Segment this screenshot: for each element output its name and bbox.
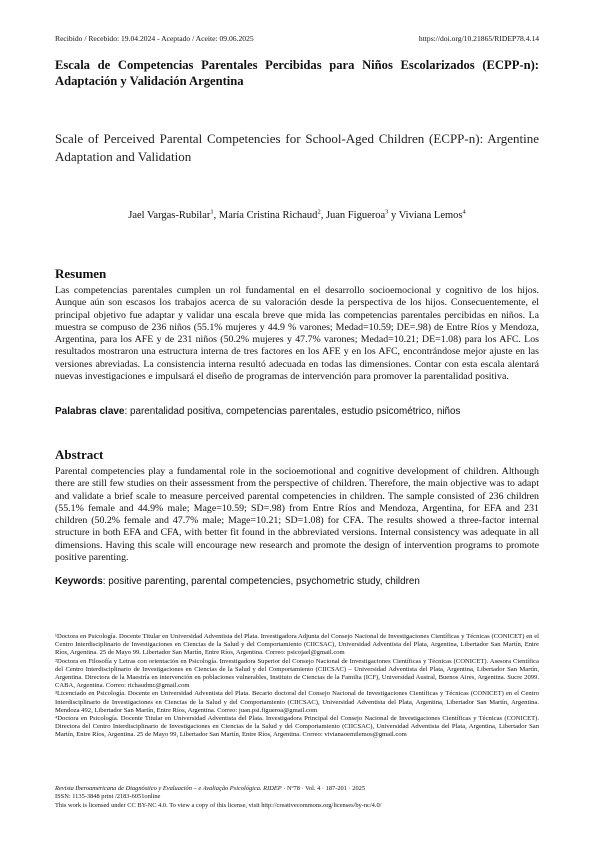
author: Viviana Lemos$^4$ (398, 208, 466, 221)
abstract-heading: Abstract (55, 447, 104, 462)
title-spanish: Escala de Competencias Parentales Percibidas para Niños Escolarizados (ECPP-n): Adaptación y Validación Argentina (55, 58, 539, 88)
author-footnotes (55, 633, 539, 740)
palabras-clave-label: Palabras clave (55, 406, 125, 417)
author: Juan Figueroa$^3$ y (325, 208, 399, 221)
footnote: ¹Doctora en Psicología. Docente Titular en Universidad Adventista del Plata. Investigadora Adjunta del Consejo Nacional de Investigaciones Científicas y Técnicas (CONICET) en el Centro Interdisciplinario de Investigaciones en Ciencias de la Salud y del Comportamiento (CIICSAC), Universidad Adventista del Plata, Argentina, Libertador San Martín, Entre Ríos, Argentina. 25 de Mayo 99. Libertador San Martín, Entre Ríos, Argentina. Correo: psicojael@gmail.com (55, 633, 539, 657)
title-english: Scale of Perceived Parental Competencies for School-Aged Children (ECPP-n): Argentine Adaptation and Validation (55, 131, 539, 164)
footnote: ²Doctora en Filosofía y Letras con orientación en Psicología. Investigadora Superior del Consejo Nacional de Investigaciones Científicas y Técnicas (CONICET). Asesora Científica del Centro Interdisciplinario de Investigaciones en Ciencias de la Salud y del Comportamiento (CIICSAC) – Universidad Adventista del Plata, Argentina, Libertador San Martín, Argentina. Directora de la Maestría en intervención en poblaciones vulnerables, Instituto de Ciencias de la Familia (ICF), Universidad Austral, Buenos Aires, Argentina. Sucre 2099. CABA, Argentina. Correo: richaudmc@gmail.com (55, 657, 539, 690)
received-accepted-dates: Recibido / Recebido: 19.04.2024 - Aceptado / Aceite: 09.06.2025 (55, 34, 254, 43)
journal-issue: · Nº78 · Vol. 4 · 187-201 · 2025 (281, 785, 366, 792)
resumen-text: Las competencias parentales cumplen un rol fundamental en el desarrollo socioemocional y cognitivo de los hijos. Aunque aún son escasos los trabajos acerca de su valoración desde la perspectiva de los hijos. Consecuentemente, el principal objetivo fue adaptar y validar una escala breve que mida las competencias parentales percibidas en niños. La muestra se compuso de 236 niños (55.1% mujeres y 44.9 % varones; Medad=10.59; DE=.98) de Entre Ríos y Mendoza, Argentina, para los AFE y de 231 niños (50.2% mujeres y 47.7% varones; Medad=10.21; DE=1.08) para los AFC. Los resultados mostraron una estructura interna de tres factores en los AFE y en los AFC, encontrándose mejor ajuste en las versiones abreviadas. La consistencia interna resultó adecuada en todas las dimensiones. Contar con esta escala alentará nuevas investigaciones e impulsará el diseño de programas de intervención para promover la parentalidad positiva. (55, 285, 539, 383)
footnote: ³Licenciado en Psicología. Docente en Universidad Adventista del Plata. Becario doctoral del Consejo Nacional de Investigaciones Científicas y Técnicas (CONICET) en el Centro Interdisciplinario de Investigaciones en Ciencias de la Salud y del Comportamiento (CIICSAC), Universidad Adventista del Plata, Argentina, Libertador San Martín, Argentina. Mendoza 492, Libertador San Martín, Entre Ríos, Argentina. Correo: juan.psi.figueroa@gmail.com (55, 690, 539, 714)
journal-citation (55, 785, 539, 793)
resumen-heading: Resumen (55, 266, 107, 281)
palabras-clave-text: : parentalidad positiva, competencias parentales, estudio psicométrico, niños (124, 406, 461, 417)
doi-link[interactable]: https://doi.org/10.21865/RIDEP78.4.14 (418, 34, 539, 43)
author: Jael Vargas-Rubilar$^1$, (128, 208, 219, 221)
journal-info (55, 785, 539, 810)
footnote: ⁴Doctora en Psicología. Docente Titular en Universidad Adventista del Plata. Investigadora Principal del Consejo Nacional de Investigaciones Científicas y Técnicas (CONICET). Directora del Centro Interdisciplinario de Investigaciones en Ciencias de la Salud y del Comportamiento (CIICSAC), Universidad Adventista del Plata, Argentina, Libertador San Martín, Entre Ríos, Argentina. 25 de Mayo 99, Libertador San Martín, Entre Ríos, Argentina. Correo: vivianaoemilemos@gmail.com (55, 715, 539, 739)
journal-issn: ISSN: 1135-3848 print /2183-6051online (55, 793, 161, 801)
page-header (55, 34, 539, 43)
resumen-section (55, 266, 539, 383)
author: María Cristina Richaud$^2$, (218, 208, 326, 221)
journal-name: Revista Iberoamericana de Diagnóstico y Evaluación – e Avaliação Psicológica. RIDEP (55, 785, 282, 792)
keywords-label: Keywords (55, 576, 103, 587)
abstract-text: Parental competencies play a fundamental role in the socioemotional and cognitive development of children. Although there are still few studies on their assessment from the perspective of children. Therefore, the main objective was to adapt and validate a brief scale to measure perceived parental competencies in children. The sample consisted of 236 children (55.1% female and 44.9% male; Mage=10.59; SD=.98) from Entre Ríos and Mendoza, Argentina, for EFA and 231 children (50.2% female and 47.7% male; Mage=10.21; SD=1.08) for CFA. The results showed a three-factor internal structure in both EFA and CFA, with better fit found in the abbreviated versions. Internal consistency was adequate in all dimensions. Having this scale will encourage new research and promote the design of intervention programs to promote positive parenting. (55, 466, 539, 564)
abstract-section (55, 447, 539, 564)
author-list (55, 208, 539, 221)
palabras-clave (55, 406, 539, 418)
license-notice: This work is licensed under CC BY-NC 4.0. To view a copy of this license, visit http://creativecommons.org/licenses/by-nc/4.0/ (55, 801, 382, 809)
keywords (55, 576, 539, 588)
keywords-text: : positive parenting, parental competencies, psychometric study, children (102, 576, 420, 587)
